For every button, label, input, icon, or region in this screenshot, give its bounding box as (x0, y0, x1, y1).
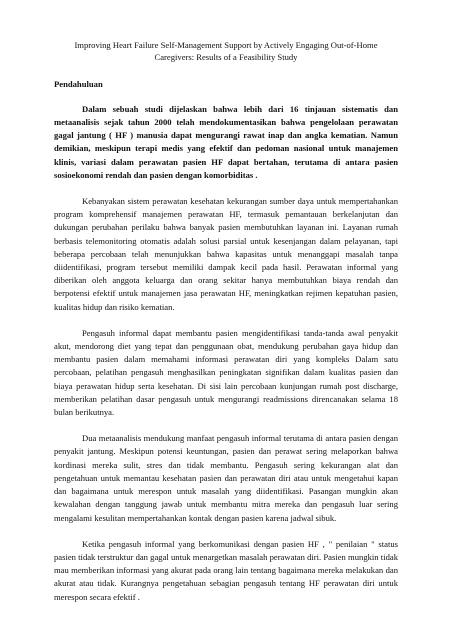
paper-title: Improving Heart Failure Self-Management Support by Actively Engaging Out-of-Home Caregivers: Results of a Feasibility Study (74, 40, 378, 63)
paragraph-5: Ketika pengasuh informal yang berkomunikasi dengan pasien HF , " penilaian " status pasien tidak terstruktur dan gagal untuk menargetkan masalah perawatan diri. Pasien mungkin tidak mau memberikan informasi yang akurat pada orang lain tentang bagaimana mereka melakukan dan akurat atau tidak. Kurangnya pengetahuan sebagian pengasuh tentang HF perawatan diri untuk merespon secara efektif . (54, 538, 398, 602)
section-heading: Pendahuluan (54, 78, 103, 89)
paragraph-2: Kebanyakan sistem perawatan kesehatan kekurangan sumber daya untuk mempertahankan program komprehensif manajemen perawatan HF, termasuk pemantauan berkelanjutan dan dukungan perubahan perilaku bahwa banyak pasien membutuhkan layanan ini. Layanan rumah berbasis telemonitoring otomatis adalah solusi parsial untuk kesenjangan dalam pelayanan, tapi beberapa percobaan telah menunjukkan bahwa kapasitas untuk menanggapi masalah tanpa diidentifikasi, program tersebut memiliki dampak kecil pada hasil. Perawatan informal yang diberikan oleh anggota keluarga dan orang sekitar hanya membutuhkan biaya rendah dan berpotensi efektif untuk manajemen jasa perawatan HF, meningkatkan rejimen kepatuhan pasien, kualitas hidup dan risiko kematian. (54, 196, 398, 312)
paragraph-4: Dua metaanalisis mendukung manfaat pengasuh informal terutama di antara pasien dengan penyakit jantung. Meskipun potensi keuntungan, pasien dan perawat sering melaporkan bahwa kordinasi mereka sulit, stres dan tidak membantu. Pengasuh sering kekurangan alat dan pengetahuan untuk memantau kesehatan pasien dan perawatan diri atau untuk mengetahui kapan dan bagaimana untuk merespon untuk masalah yang diidentifikasi. Pasangan mungkin akan kewalahan dengan tanggung jawab untuk membantu mitra mereka dan pengasuh luar sering mengalami kesulitan mempertahankan kontak dengan pasien karena jadwal sibuk. (54, 433, 398, 523)
paragraph-3: Pengasuh informal dapat membantu pasien mengidentifikasi tanda-tanda awal penyakit akut, mendorong diet yang tepat dan penggunaan obat, mendukung perubahan gaya hidup dan membantu pasien dalam memahami informasi perawatan diri yang kompleks Dalam satu percobaan, pelatihan pengasuh menghasilkan peningkatan signifikan dalam kualitas pasien dan biaya perawatan hidup serta kesehatan. Di sisi lain percobaan kunjungan rumah post discharge, memberikan pelatihan dasar pengasuh untuk mengurangi readmissions direncanakan selama 18 bulan berikutnya. (54, 327, 398, 418)
paragraph-1: Dalam sebuah studi dijelaskan bahwa lebih dari 16 tinjauan sistematis dan metaanalisis sejak tahun 2000 telah mendokumentasikan bahwa pengelolaan perawatan gagal jantung ( HF ) manusia dapat mengurangi rawat inap dan angka kematian. Namun demikian, meskipun terapi medis yang efektif dan pedoman nasional untuk manajemen klinis, variasi dalam perawatan pasien HF dapat bertahan, terutama di antara pasien sosioekonomi rendah dan pasien dengan komorbiditas . (54, 103, 398, 180)
